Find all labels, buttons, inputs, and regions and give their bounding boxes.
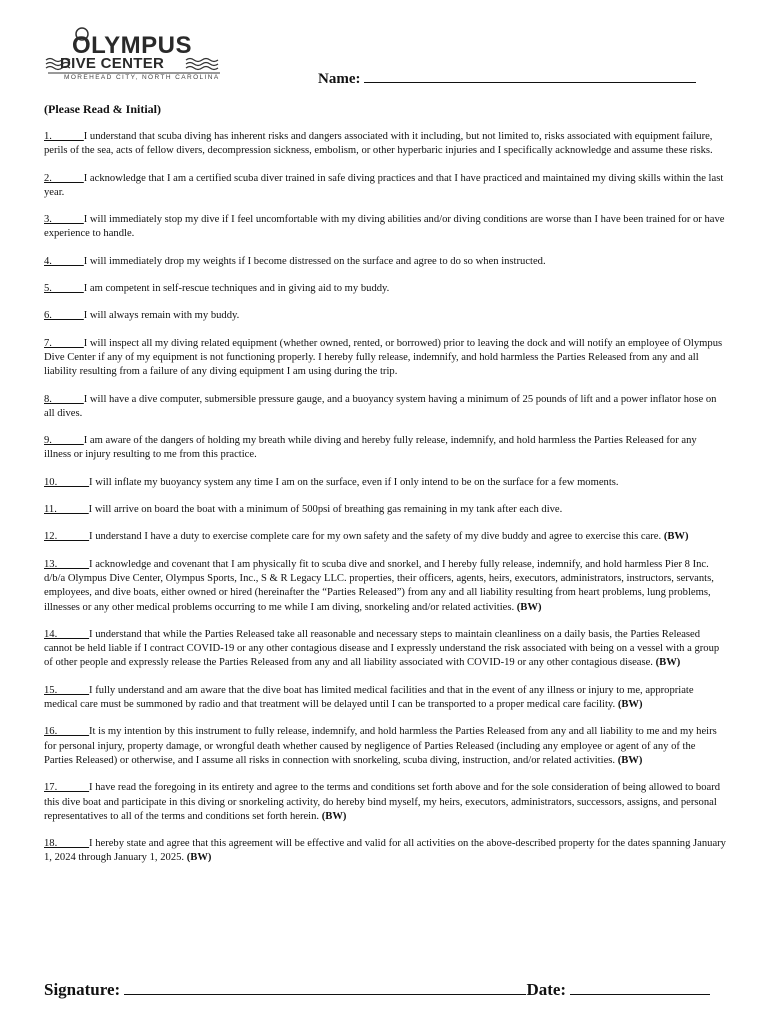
term-item: [44, 725, 726, 768]
name-field-row: [318, 68, 696, 88]
bw-tag: (BW): [617, 754, 643, 766]
term-item: [44, 530, 726, 544]
terms-list: [44, 130, 726, 879]
date-label: Date:: [526, 980, 567, 999]
initial-blank[interactable]: 10.______: [44, 476, 90, 488]
signature-label: Signature:: [44, 980, 121, 999]
term-item: [44, 255, 726, 269]
bw-tag: (BW): [516, 601, 542, 613]
initial-blank[interactable]: 18.______: [44, 838, 90, 850]
initial-blank[interactable]: 3.______: [44, 214, 84, 226]
bw-tag: (BW): [663, 531, 689, 543]
initial-blank[interactable]: 17.______: [44, 782, 90, 794]
term-item: [44, 434, 726, 463]
bw-tag: (BW): [321, 810, 347, 822]
term-item: [44, 503, 726, 517]
term-text: I acknowledge that I am a certified scuba diver trained in safe diving practices and that I have practiced and maintained my diving skills within the last year.: [44, 172, 724, 198]
initial-blank[interactable]: 2.______: [44, 172, 84, 184]
initial-blank[interactable]: 8.______: [44, 393, 84, 405]
logo-tagline: MOREHEAD CITY, NORTH CAROLINA: [64, 74, 220, 81]
bw-tag: (BW): [655, 657, 681, 669]
term-item: [44, 337, 726, 380]
term-item: [44, 684, 726, 713]
initial-blank[interactable]: 12.______: [44, 531, 90, 543]
initial-blank[interactable]: 4.______: [44, 255, 84, 267]
term-item: [44, 282, 726, 296]
initial-blank[interactable]: 15.______: [44, 684, 90, 696]
signature-row: [44, 978, 710, 1000]
term-text: I will immediately stop my dive if I feel uncomfortable with my diving abilities and/or diving conditions are worse than I have been trained for or have experience to handle.: [44, 214, 725, 240]
initial-blank[interactable]: 9.______: [44, 435, 84, 447]
term-item: [44, 309, 726, 323]
term-text: I am competent in self-rescue techniques and in giving aid to my buddy.: [83, 283, 390, 295]
bw-tag: (BW): [186, 852, 212, 864]
date-line[interactable]: [570, 978, 710, 995]
term-item: [44, 393, 726, 422]
term-item: [44, 781, 726, 824]
initial-blank[interactable]: 11.______: [44, 504, 89, 516]
bw-tag: (BW): [617, 699, 643, 711]
term-item: [44, 476, 726, 490]
initial-blank[interactable]: 6.______: [44, 310, 84, 322]
term-text: I have read the foregoing in its entirety and agree to the terms and conditions set forth above and for the sole consideration of being allowed to board this dive boat and participate in this diving or snorkeling activity, do hereby bind myself, my heirs, executors, administrators, successors, assigns, and personal representatives to all of the terms and conditions set forth herein.: [44, 782, 721, 822]
term-item: [44, 628, 726, 671]
logo-title: OLYMPUS: [72, 32, 192, 59]
term-text: I will have a dive computer, submersible pressure gauge, and a buoyancy system having a minimum of 25 pounds of lift and a power inflator hose on all dives.: [44, 393, 717, 419]
term-item: [44, 558, 726, 615]
term-text: I will always remain with my buddy.: [83, 310, 240, 322]
term-text: I acknowledge and covenant that I am physically fit to scuba dive and snorkel, and I hereby fully release, indemnify, and hold harmless Pier 8 Inc. d/b/a Olympus Dive Center, Olympus Sports, Inc., S & R Legacy LLC. properties, their officers, agents, heirs, executors, administrators, instructors, servants, employees, and dive boats, either owned or hired (hereinafter the “Parties Released”) from any and all liability resulting from heart problems, lung problems, illnesses or any other medical problems occurring to me while I am diving, snorkeling and/or related activities.: [44, 558, 714, 613]
initial-blank[interactable]: 14.______: [44, 628, 90, 640]
term-text: I will immediately drop my weights if I become distressed on the surface and agree to do so when instructed.: [83, 255, 546, 267]
signature-line[interactable]: [124, 978, 526, 995]
initial-blank[interactable]: 5.______: [44, 283, 84, 295]
olympus-logo: [44, 26, 224, 86]
term-text: I will arrive on board the boat with a minimum of 500psi of breathing gas remaining in my tank after each dive.: [88, 504, 563, 516]
term-text: I will inflate my buoyancy system any time I am on the surface, even if I only intend to be on the surface for a few moments.: [89, 476, 619, 488]
initial-blank[interactable]: 13.______: [44, 558, 90, 570]
term-text: I hereby state and agree that this agreement will be effective and valid for all activities on the above-described property for the dates spanning January 1, 2024 through January 1, 2025.: [44, 838, 726, 864]
term-item: [44, 213, 726, 242]
term-text: I will inspect all my diving related equipment (whether owned, rented, or borrowed) prior to leaving the dock and will notify an employee of Olympus Dive Center if any of my equipment is not functioning properly. I hereby fully release, indemnify, and hold harmless the Parties Released from any and all liability resulting from a failure of any diving equipment I am using during the trip.: [44, 337, 723, 378]
term-text: I understand that while the Parties Released take all reasonable and necessary steps to maintain cleanliness on a daily basis, the Parties Released cannot be held liable if I contract COVID-19 or any other contagious disease and I expressly understand the risk associated with being on a vessel with a group of other people and expressly release the Parties Released from any and all liability associated with COVID-19 or any other contagious disease.: [44, 628, 720, 669]
term-item: [44, 130, 726, 159]
term-text: I fully understand and am aware that the dive boat has limited medical facilities and that in the event of any illness or injury to me, appropriate medical care must be summoned by radio and that treatment will be delayed until I can be transported to a proper medical care facility.: [44, 684, 694, 711]
name-label: Name:: [318, 71, 361, 87]
initial-blank[interactable]: 7.______: [44, 337, 84, 349]
term-text: I understand I have a duty to exercise complete care for my own safety and the safety of my dive buddy and agree to exercise this care.: [89, 531, 664, 543]
instructions: (Please Read & Initial): [44, 102, 161, 116]
logo-subtitle: DIVE CENTER: [60, 55, 165, 72]
initial-blank[interactable]: 16.______: [44, 726, 90, 738]
name-blank-line[interactable]: [364, 68, 696, 83]
initial-blank[interactable]: 1.______: [44, 131, 84, 142]
term-item: [44, 837, 726, 866]
term-text: It is my intention by this instrument to fully release, indemnify, and hold harmless the Parties Released from any and all liability to me and my heirs for personal injury, property damage, or wrongful death whether caused by negligence of Parties Released (including any employee or agent of any of the Parties Released) or otherwise, and I assume all risks in connection with snorkeling, scuba diving, instruction, and/or related activities.: [44, 726, 717, 766]
term-item: [44, 172, 726, 201]
term-text: I understand that scuba diving has inherent risks and dangers associated with it including, but not limited to, risks associated with equipment failure, perils of the sea, acts of fellow divers, decompression sickness, embolism, or other hyperbaric injuries and I specifically acknowledge and assume these risks.: [44, 131, 713, 157]
term-text: I am aware of the dangers of holding my breath while diving and hereby fully release, indemnify, and hold harmless the Parties Released for any illness or injury resulting to me from this practice.: [44, 435, 697, 461]
